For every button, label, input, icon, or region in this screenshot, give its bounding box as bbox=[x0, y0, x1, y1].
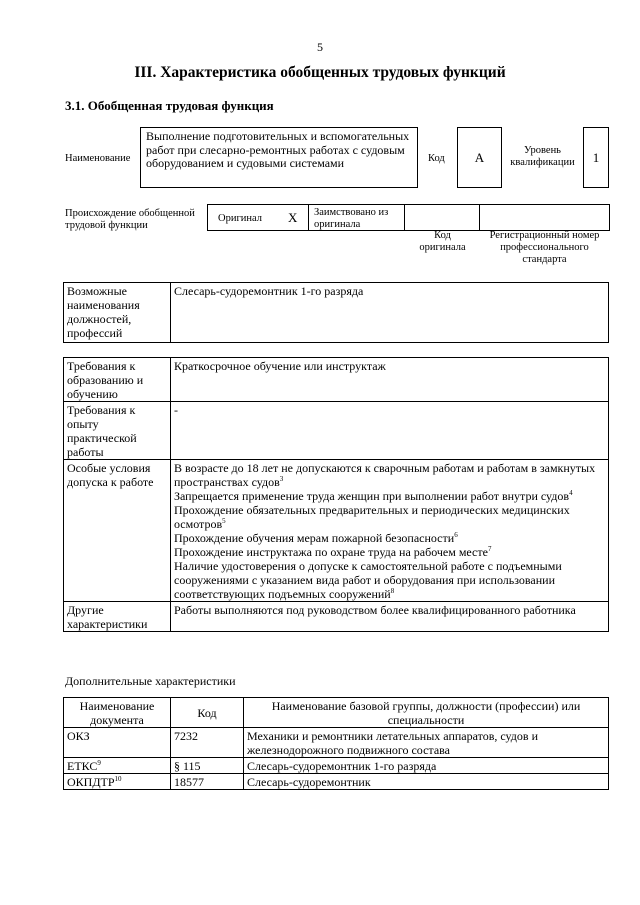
requirement-label: Требования к образованию и обучению bbox=[64, 358, 171, 402]
name-label: Наименование bbox=[65, 153, 131, 164]
function-name-box: Выполнение подготовительных и вспомогательных работ при слесарно-ремонтных работах с судовым оборудованием и судовыми системами bbox=[140, 127, 418, 188]
reg-number-label: Регистрационный номер профессионального стандарта bbox=[489, 230, 600, 265]
positions-label: Возможные наименования должностей, профессий bbox=[64, 283, 171, 343]
table-row bbox=[64, 698, 609, 728]
code-original-label: Код оригинала bbox=[419, 230, 466, 253]
footnote-ref: 8 bbox=[390, 587, 395, 595]
footnote-ref: 7 bbox=[487, 545, 492, 553]
column-header: Код bbox=[171, 698, 244, 728]
requirements-table bbox=[63, 357, 609, 632]
requirement-value bbox=[171, 460, 609, 602]
original-mark: X bbox=[288, 210, 298, 225]
table-row bbox=[64, 728, 609, 758]
level-value: 1 bbox=[583, 127, 609, 188]
table-row bbox=[64, 460, 609, 602]
doc-cell: ЕТКС$^9$ bbox=[64, 758, 171, 774]
footnote-ref: 9 bbox=[97, 759, 101, 767]
name-cell: Слесарь-судоремонтник bbox=[244, 774, 609, 790]
requirement-line: - bbox=[174, 403, 178, 417]
requirement-line: Прохождение инструктажа по охране труда на рабочем месте$^7$ bbox=[174, 545, 492, 559]
requirement-value bbox=[171, 358, 609, 402]
requirement-line: Краткосрочное обучение или инструктаж bbox=[174, 359, 386, 373]
table-row bbox=[64, 358, 609, 402]
requirement-line: Работы выполняются под руководством более квалифицированного работника bbox=[174, 603, 576, 617]
code-cell: 18577 bbox=[171, 774, 244, 790]
footnote-ref: 5 bbox=[222, 517, 226, 525]
requirement-line: Прохождение обучения мерам пожарной безопасности$^6$ bbox=[174, 531, 458, 545]
column-header: Наименование базовой группы, должности (профессии) или специальности bbox=[244, 698, 609, 728]
table-row bbox=[64, 402, 609, 460]
requirement-line: Запрещается применение труда женщин при выполнении работ внутри судов$^4$ bbox=[174, 489, 573, 503]
name-cell: Механики и ремонтники летательных аппаратов, судов и железнодорожного подвижного состава bbox=[244, 728, 609, 758]
code-cell: § 115 bbox=[171, 758, 244, 774]
requirement-label: Особые условия допуска к работе bbox=[64, 460, 171, 602]
positions-value: Слесарь-судоремонтник 1-го разряда bbox=[171, 283, 609, 343]
requirement-value bbox=[171, 602, 609, 632]
footnote-ref: 6 bbox=[454, 531, 458, 539]
requirement-label: Требования к опыту практической работы bbox=[64, 402, 171, 460]
requirement-line: Прохождение обязательных предварительных и периодических медицинских осмотров$^5$ bbox=[174, 503, 570, 531]
doc-cell: ОКПДТР$^{10}$ bbox=[64, 774, 171, 790]
code-value: А bbox=[457, 127, 502, 188]
footnote-ref: 3 bbox=[279, 475, 284, 483]
divider bbox=[404, 204, 405, 231]
code-cell: 7232 bbox=[171, 728, 244, 758]
name-cell: Слесарь-судоремонтник 1-го разряда bbox=[244, 758, 609, 774]
table-row bbox=[64, 283, 609, 343]
table-row bbox=[64, 602, 609, 632]
requirement-value bbox=[171, 402, 609, 460]
original-label: Оригинал bbox=[218, 213, 262, 224]
requirement-label: Другие характеристики bbox=[64, 602, 171, 632]
footnote-ref: 10 bbox=[114, 775, 122, 783]
column-header: Наименование документа bbox=[64, 698, 171, 728]
requirement-line: В возрасте до 18 лет не допускаются к сварочным работам и работам в замкнутых пространствах судов$^3$ bbox=[174, 461, 596, 489]
table-row bbox=[64, 758, 609, 774]
level-label: Уровень квалификации bbox=[510, 145, 575, 168]
divider bbox=[308, 204, 309, 231]
doc-cell: ОКЗ bbox=[64, 728, 171, 758]
subsection-title: 3.1. Обобщенная трудовая функция bbox=[65, 98, 274, 113]
borrowed-label: Заимствовано из оригинала bbox=[314, 207, 389, 230]
origin-row bbox=[207, 204, 610, 231]
section-title: III. Характеристика обобщенных трудовых функций bbox=[134, 64, 506, 81]
table-row bbox=[64, 774, 609, 790]
page-number: 5 bbox=[317, 40, 323, 54]
code-label: Код bbox=[428, 153, 445, 164]
footnote-ref: 4 bbox=[569, 489, 573, 497]
additional-table bbox=[63, 697, 609, 790]
positions-table bbox=[63, 282, 609, 343]
requirement-line: Наличие удостоверения о допуске к самостоятельной работе с подъемными сооружениями с указанием вида работ и оборудования при использовании соответствующих подъемных сооружений$^8$ bbox=[174, 559, 562, 601]
origin-label: Происхождение обобщенной трудовой функции bbox=[65, 208, 195, 231]
divider bbox=[479, 204, 480, 231]
additional-title: Дополнительные характеристики bbox=[65, 674, 236, 688]
